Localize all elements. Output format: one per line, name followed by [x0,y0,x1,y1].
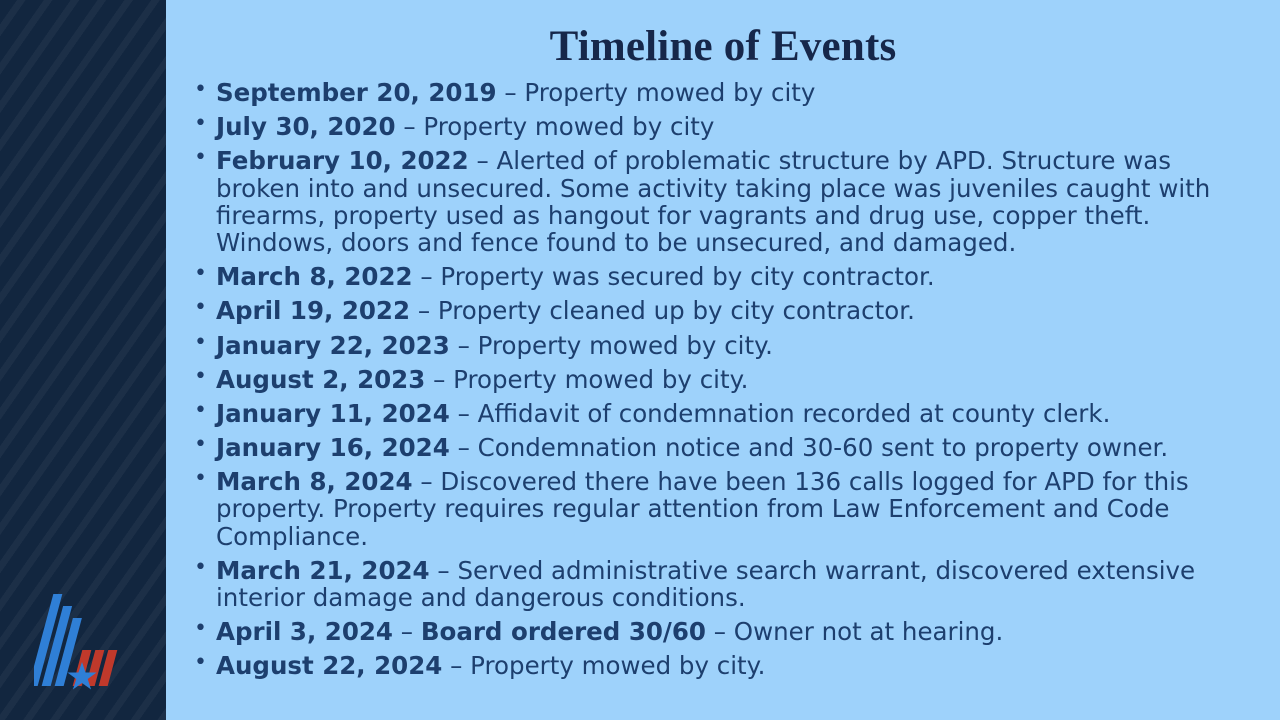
event-date: March 8, 2024 [216,467,413,497]
event-dash: – [449,398,478,428]
event-dash: – [410,296,438,326]
list-item [186,366,1258,393]
event-date: March 21, 2024 [216,555,430,585]
list-item [186,147,1258,256]
event-date: July 30, 2020 [216,112,396,142]
list-item [186,618,1258,645]
event-description: Condemnation notice and 30-60 sent to property owner. [477,433,1169,463]
event-description-emphasis: Board ordered 30/60 [420,617,706,647]
event-date: September 20, 2019 [216,78,497,107]
timeline-list [166,79,1280,680]
event-dash: – [395,112,424,142]
event-description: Property mowed by city. [470,651,766,681]
city-logo-icon [34,584,144,694]
event-description: Property mowed by city. [477,330,773,360]
list-item [186,113,1258,140]
event-date: August 22, 2024 [216,651,443,681]
list-item [186,434,1258,461]
event-description: Property mowed by city [524,78,816,107]
event-date: April 3, 2024 [216,617,393,647]
event-date: January 11, 2024 [216,398,450,428]
list-item [186,400,1258,427]
event-date: March 8, 2022 [216,262,413,292]
list-item [186,468,1258,550]
event-description: Alerted of problematic structure by APD. Structure was broken into and unsecured. Some activity taking place was juveniles caught with firearms, property used as hangout for vagrants and drug use, copper theft. Windows, doors and fence found to be unsecured, and damaged. [216,146,1211,257]
page-title: Timeline of Events [549,23,897,70]
event-dash: – [412,467,441,497]
event-description: Property mowed by city [423,112,715,142]
event-description: Property mowed by city. [453,364,749,394]
event-dash: – [496,78,525,107]
slide-sidebar [0,0,166,720]
event-description: Affidavit of condemnation recorded at county clerk. [477,398,1111,428]
event-date: August 2, 2023 [216,364,426,394]
list-item [186,263,1258,290]
event-dash: – [449,433,478,463]
event-description: – Owner not at hearing. [705,617,1004,647]
event-dash: – [425,364,454,394]
event-dash: – [392,617,421,647]
event-date: January 22, 2023 [216,330,450,360]
list-item [186,297,1258,324]
event-dash: – [449,330,478,360]
list-item [186,557,1258,611]
list-item [186,332,1258,359]
event-description: Property cleaned up by city contractor. [437,296,915,326]
event-dash: – [429,555,458,585]
event-date: April 19, 2022 [216,296,411,326]
event-description: Property was secured by city contractor. [440,262,935,292]
list-item [186,652,1258,679]
slide-content [166,0,1280,720]
city-logo [34,584,144,694]
event-dash: – [442,651,471,681]
event-description: Discovered there have been 136 calls logged for APD for this property. Property requires regular attention from Law Enforcement and Code Compliance. [216,467,1189,551]
event-date: January 16, 2024 [216,433,450,463]
event-date: February 10, 2022 [216,146,469,176]
event-description: Served administrative search warrant, discovered extensive interior damage and dangerous conditions. [216,555,1196,612]
event-dash: – [468,146,497,176]
event-dash: – [412,262,441,292]
list-item [186,79,1258,106]
